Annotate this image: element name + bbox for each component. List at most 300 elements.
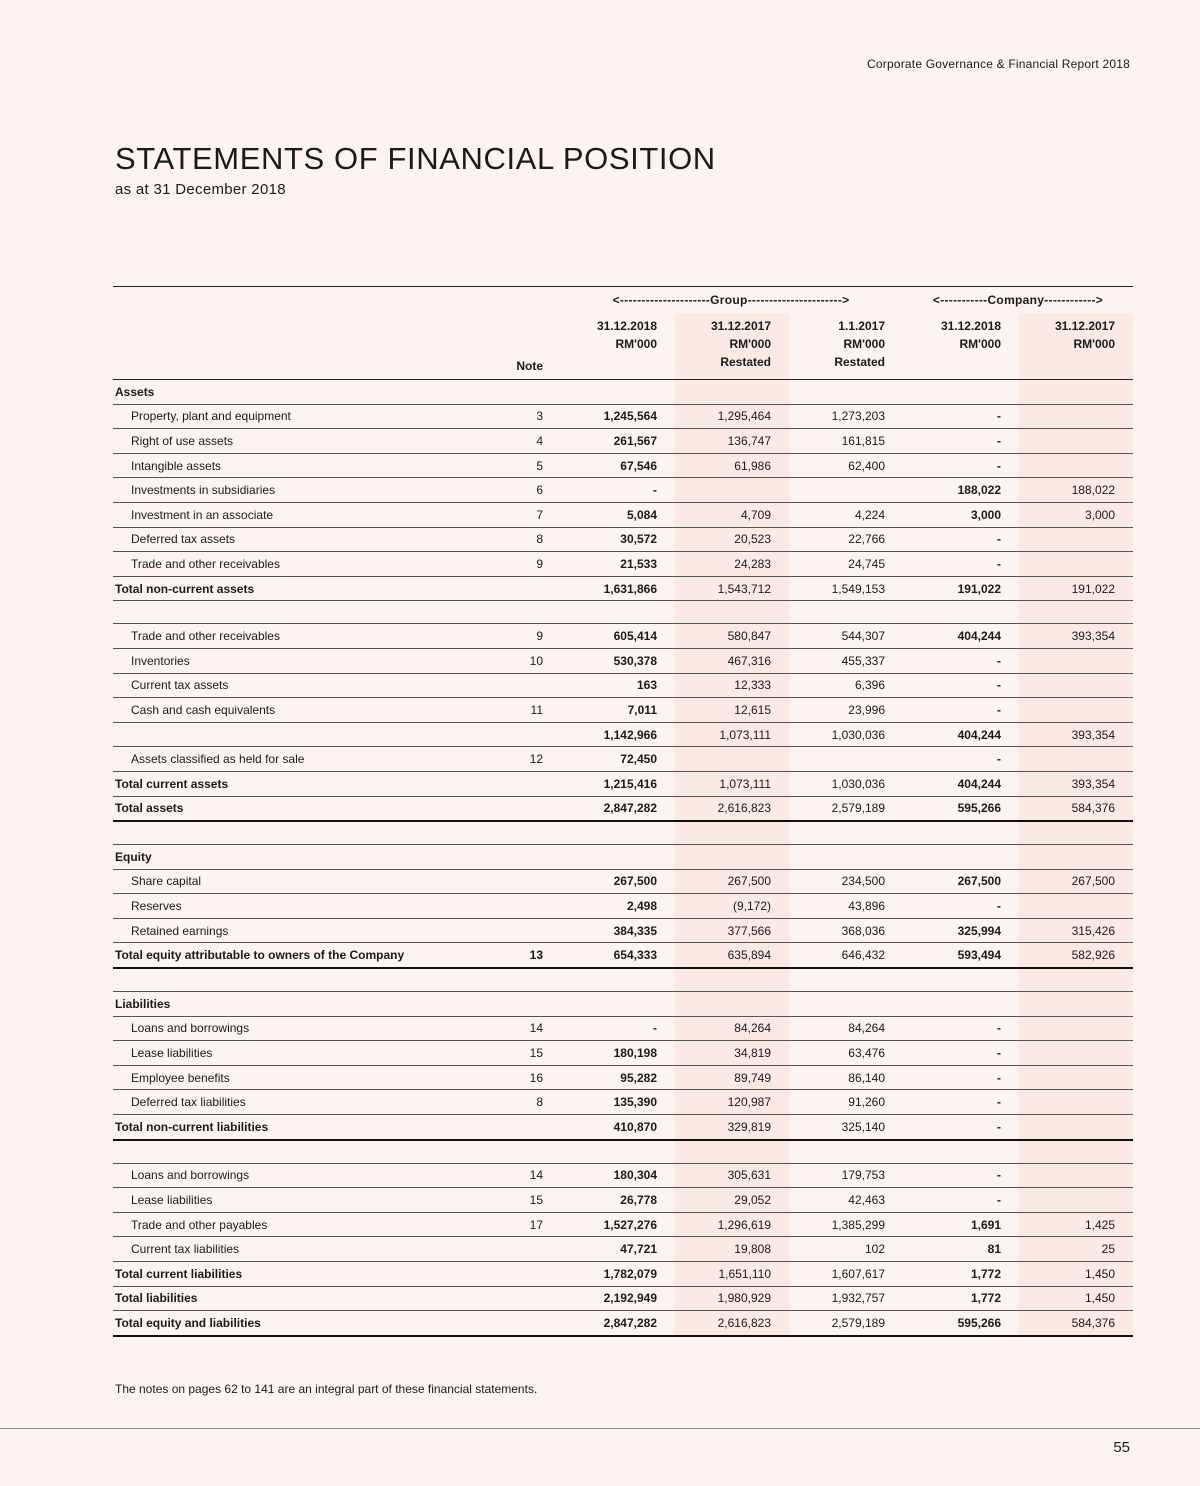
- row-label: Cash and cash equivalents: [131, 702, 276, 717]
- cell-value: 21,533: [620, 556, 657, 571]
- cell-value: 455,337: [841, 653, 885, 668]
- blank-row: [113, 1140, 1133, 1164]
- row-note: [513, 894, 559, 919]
- cell-value: 2,616,823: [675, 796, 789, 821]
- cell-value: 5,084: [626, 507, 657, 522]
- cell-value: [1019, 429, 1133, 454]
- blank-row: [113, 601, 1133, 624]
- page-title: STATEMENTS OF FINANCIAL POSITION: [115, 141, 716, 176]
- cell-value: 1,607,617: [831, 1266, 885, 1281]
- row-note: 7: [536, 507, 543, 522]
- column-date: 31.12.2018: [596, 319, 657, 333]
- cell-value: 163: [636, 678, 657, 693]
- table-row: [113, 869, 1133, 894]
- cell-value: 1,651,110: [675, 1262, 789, 1287]
- table-row: [113, 1311, 1133, 1336]
- cell-value: -: [653, 1021, 657, 1036]
- row-note: 9: [536, 556, 543, 571]
- cell-value: 191,022: [957, 581, 1001, 596]
- table-row: [113, 429, 1133, 454]
- cell-value: -: [997, 1119, 1001, 1134]
- cell-value: 267,500: [675, 869, 789, 894]
- cell-value: 91,260: [848, 1095, 885, 1110]
- cell-value: 63,476: [848, 1046, 885, 1061]
- cell-value: 1,450: [1019, 1286, 1133, 1311]
- cell-value: [1019, 1041, 1133, 1066]
- row-label: Lease liabilities: [131, 1193, 213, 1208]
- cell-value: [789, 1140, 903, 1164]
- cell-value: 1,245,564: [603, 409, 657, 424]
- cell-value: 188,022: [957, 483, 1001, 498]
- cell-value: 1,450: [1019, 1262, 1133, 1287]
- cell-value: 7,011: [627, 702, 657, 717]
- row-label: Retained earnings: [131, 923, 229, 938]
- cell-value: 24,745: [848, 556, 885, 571]
- cell-value: [1019, 552, 1133, 577]
- cell-value: 1,425: [1019, 1212, 1133, 1237]
- cell-value: 329,819: [675, 1115, 789, 1140]
- row-note: [513, 1140, 559, 1164]
- cell-value: 393,354: [1019, 722, 1133, 747]
- row-label: Trade and other receivables: [131, 629, 280, 644]
- row-label: [113, 722, 513, 747]
- cell-value: 25: [1019, 1237, 1133, 1262]
- cell-value: 2,498: [626, 899, 657, 914]
- cell-value: [675, 601, 789, 624]
- column-restated: Restated: [720, 355, 771, 369]
- cell-value: [1019, 1065, 1133, 1090]
- cell-value: [903, 992, 1019, 1017]
- cell-value: -: [997, 752, 1001, 767]
- cell-value: 1,295,464: [675, 404, 789, 429]
- page-subtitle: as at 31 December 2018: [115, 181, 286, 198]
- row-note: 8: [536, 532, 543, 547]
- row-note: 16: [529, 1070, 543, 1085]
- cell-value: 1,980,929: [675, 1286, 789, 1311]
- cell-value: 593,494: [957, 948, 1001, 963]
- cell-value: 24,283: [675, 552, 789, 577]
- row-label: Total assets: [115, 801, 184, 816]
- cell-value: [789, 601, 903, 624]
- cell-value: 1,631,866: [603, 581, 657, 596]
- row-label: Investments in subsidiaries: [131, 483, 276, 498]
- column-date: 31.12.2018: [940, 319, 1001, 333]
- table-row: [113, 648, 1133, 673]
- cell-value: 20,523: [675, 527, 789, 552]
- cell-value: 377,566: [675, 918, 789, 943]
- cell-value: 404,244: [957, 629, 1001, 644]
- row-label: Liabilities: [115, 996, 171, 1011]
- table-row: [113, 1163, 1133, 1188]
- note-header: Note: [516, 359, 543, 373]
- cell-value: -: [997, 532, 1001, 547]
- table-row: [113, 380, 1133, 405]
- cell-value: 267,500: [613, 874, 657, 889]
- header-blank: [113, 287, 513, 314]
- cell-value: 1,932,757: [831, 1291, 885, 1306]
- cell-value: -: [997, 433, 1001, 448]
- row-label: Lease liabilities: [131, 1046, 213, 1061]
- row-note: 6: [536, 483, 543, 498]
- row-label: Loans and borrowings: [131, 1168, 250, 1183]
- cell-value: [1019, 1090, 1133, 1115]
- cell-value: [675, 747, 789, 772]
- cell-value: 584,376: [1019, 1311, 1133, 1336]
- cell-value: 2,847,282: [603, 1315, 657, 1330]
- row-label: Total current liabilities: [115, 1266, 243, 1281]
- row-note: [513, 1237, 559, 1262]
- row-label: Current tax assets: [131, 678, 229, 693]
- row-note: 13: [529, 948, 543, 963]
- cell-value: -: [997, 409, 1001, 424]
- cell-value: [559, 968, 675, 992]
- cell-value: 368,036: [841, 923, 885, 938]
- row-note: 14: [529, 1168, 543, 1183]
- cell-value: [1019, 1016, 1133, 1041]
- cell-value: 325,994: [957, 923, 1001, 938]
- row-label: [113, 1140, 513, 1164]
- table-row: [113, 1262, 1133, 1287]
- column-date: 31.12.2017: [710, 319, 771, 333]
- cell-value: 393,354: [1019, 624, 1133, 649]
- cell-value: 12,615: [675, 698, 789, 723]
- row-note: 14: [529, 1021, 543, 1036]
- row-note: [513, 380, 559, 405]
- company-span-header: <-----------Company------------>: [903, 287, 1133, 314]
- row-label: Trade and other payables: [131, 1217, 268, 1232]
- cell-value: [789, 992, 903, 1017]
- row-label: Intangible assets: [131, 458, 222, 473]
- row-note: 8: [536, 1095, 543, 1110]
- row-label: Loans and borrowings: [131, 1021, 250, 1036]
- cell-value: [1019, 1188, 1133, 1213]
- cell-value: 29,052: [675, 1188, 789, 1213]
- cell-value: 1,073,111: [675, 722, 789, 747]
- column-group-row: [113, 287, 1133, 314]
- row-note: 15: [529, 1046, 543, 1061]
- cell-value: 234,500: [841, 874, 885, 889]
- row-note: [513, 845, 559, 870]
- row-label: Total current assets: [115, 776, 229, 791]
- cell-value: -: [997, 1193, 1001, 1208]
- row-note: [513, 601, 559, 624]
- row-label: Property, plant and equipment: [131, 409, 291, 424]
- cell-value: [789, 478, 903, 503]
- row-label: Assets classified as held for sale: [131, 752, 305, 767]
- table-row: [113, 453, 1133, 478]
- row-note: [513, 1286, 559, 1311]
- table-row: [113, 624, 1133, 649]
- table-row: [113, 918, 1133, 943]
- row-label: Equity: [115, 849, 152, 864]
- cell-value: -: [997, 1046, 1001, 1061]
- row-label: Total non-current assets: [115, 581, 255, 596]
- cell-value: 6,396: [854, 678, 885, 693]
- cell-value: 180,304: [613, 1168, 657, 1183]
- cell-value: 544,307: [841, 629, 885, 644]
- cell-value: [559, 1140, 675, 1164]
- table-row: [113, 722, 1133, 747]
- cell-value: [1019, 845, 1133, 870]
- cell-value: -: [997, 702, 1001, 717]
- column-date: 31.12.2017: [1054, 319, 1116, 333]
- cell-value: [1019, 527, 1133, 552]
- table-row: [113, 1115, 1133, 1140]
- cell-value: 22,766: [848, 532, 885, 547]
- cell-value: [675, 478, 789, 503]
- row-label: Assets: [115, 384, 155, 399]
- row-label: Trade and other receivables: [131, 556, 280, 571]
- cell-value: -: [997, 653, 1001, 668]
- cell-value: 86,140: [848, 1070, 885, 1085]
- cell-value: 530,378: [613, 653, 657, 668]
- cell-value: 582,926: [1019, 943, 1133, 968]
- table-row: [113, 796, 1133, 821]
- cell-value: 61,986: [675, 453, 789, 478]
- cell-value: 3,000: [1019, 502, 1133, 527]
- cell-value: [1019, 1140, 1133, 1164]
- cell-value: 26,778: [620, 1193, 657, 1208]
- blank-row: [113, 821, 1133, 845]
- row-label: Total non-current liabilities: [115, 1119, 269, 1134]
- row-note: 3: [536, 409, 543, 424]
- column-header: [1019, 313, 1133, 380]
- cell-value: [675, 1140, 789, 1164]
- table-row: [113, 894, 1133, 919]
- cell-value: 1,030,036: [831, 727, 885, 742]
- column-header: [675, 313, 789, 380]
- cell-value: 179,753: [841, 1168, 885, 1183]
- cell-value: 1,691: [970, 1217, 1001, 1232]
- cell-value: 1,073,111: [675, 771, 789, 796]
- row-note: 4: [536, 433, 543, 448]
- cell-value: 72,450: [620, 752, 657, 767]
- cell-value: [1019, 894, 1133, 919]
- cell-value: 1,772: [970, 1291, 1001, 1306]
- cell-value: 393,354: [1019, 771, 1133, 796]
- table-row: [113, 845, 1133, 870]
- cell-value: 12,333: [675, 673, 789, 698]
- cell-value: 1,782,079: [603, 1266, 657, 1281]
- row-note: 15: [529, 1193, 543, 1208]
- row-note: 17: [529, 1217, 543, 1232]
- column-header: [559, 313, 675, 380]
- row-label: Inventories: [131, 653, 190, 668]
- cell-value: -: [997, 1070, 1001, 1085]
- table-row: [113, 404, 1133, 429]
- row-note: [513, 771, 559, 796]
- row-note: [513, 722, 559, 747]
- column-unit: RM'000: [959, 337, 1001, 351]
- header-blank: [113, 313, 513, 380]
- cell-value: [675, 992, 789, 1017]
- cell-value: [789, 845, 903, 870]
- cell-value: 605,414: [613, 629, 657, 644]
- table-row: [113, 1065, 1133, 1090]
- row-note: [513, 1262, 559, 1287]
- table-row: [113, 1237, 1133, 1262]
- table-row: [113, 747, 1133, 772]
- table-row: [113, 771, 1133, 796]
- cell-value: 135,390: [613, 1095, 657, 1110]
- cell-value: -: [997, 458, 1001, 473]
- cell-value: [675, 968, 789, 992]
- cell-value: -: [997, 899, 1001, 914]
- table-row: [113, 576, 1133, 601]
- table-row: [113, 502, 1133, 527]
- cell-value: -: [997, 1095, 1001, 1110]
- cell-value: 315,426: [1019, 918, 1133, 943]
- table-row: [113, 698, 1133, 723]
- table-row: [113, 1090, 1133, 1115]
- cell-value: 84,264: [848, 1021, 885, 1036]
- table-row: [113, 527, 1133, 552]
- cell-value: 1,142,966: [603, 727, 657, 742]
- cell-value: 2,847,282: [603, 801, 657, 816]
- cell-value: [903, 845, 1019, 870]
- cell-value: 1,543,712: [675, 576, 789, 601]
- row-note: [513, 968, 559, 992]
- cell-value: -: [997, 678, 1001, 693]
- row-note: [513, 821, 559, 845]
- row-note: 10: [529, 653, 543, 668]
- row-note: 5: [536, 458, 543, 473]
- row-label: Employee benefits: [131, 1070, 230, 1085]
- page-number: 55: [1113, 1439, 1130, 1456]
- cell-value: 404,244: [957, 776, 1001, 791]
- row-label: Deferred tax assets: [131, 532, 236, 547]
- group-span-header: <---------------------Group---------------------->: [559, 287, 903, 314]
- cell-value: [675, 845, 789, 870]
- financial-position-table: [113, 286, 1131, 1337]
- cell-value: [903, 821, 1019, 845]
- table-row: [113, 1016, 1133, 1041]
- column-unit: RM'000: [843, 337, 885, 351]
- cell-value: [1019, 1115, 1133, 1140]
- cell-value: 23,996: [848, 702, 885, 717]
- row-label: Investment in an associate: [131, 507, 274, 522]
- row-note: [513, 1115, 559, 1140]
- cell-value: 384,335: [613, 923, 657, 938]
- cell-value: 2,579,189: [831, 801, 885, 816]
- cell-value: [1019, 992, 1133, 1017]
- cell-value: 1,296,619: [675, 1212, 789, 1237]
- row-label: Reserves: [131, 899, 182, 914]
- cell-value: 67,546: [620, 458, 657, 473]
- row-label: Total equity and liabilities: [115, 1315, 261, 1330]
- cell-value: 3,000: [970, 507, 1001, 522]
- row-label: [113, 821, 513, 845]
- row-label: Total equity attributable to owners of the Company: [115, 948, 405, 963]
- table-row: [113, 673, 1133, 698]
- bottom-rule: [0, 1428, 1200, 1429]
- cell-value: 2,616,823: [675, 1311, 789, 1336]
- cell-value: 4,709: [675, 502, 789, 527]
- cell-value: 654,333: [613, 948, 657, 963]
- table-row: [113, 1212, 1133, 1237]
- cell-value: 81: [987, 1242, 1001, 1257]
- cell-value: 89,749: [675, 1065, 789, 1090]
- table-row: [113, 1188, 1133, 1213]
- cell-value: [1019, 601, 1133, 624]
- cell-value: [1019, 673, 1133, 698]
- cell-value: [903, 380, 1019, 405]
- cell-value: 267,500: [1019, 869, 1133, 894]
- cell-value: 34,819: [675, 1041, 789, 1066]
- cell-value: 84,264: [675, 1016, 789, 1041]
- column-restated: Restated: [834, 355, 885, 369]
- cell-value: 305,631: [675, 1163, 789, 1188]
- cell-value: [675, 821, 789, 845]
- cell-value: 1,030,036: [831, 776, 885, 791]
- cell-value: 467,316: [675, 648, 789, 673]
- cell-value: [789, 380, 903, 405]
- cell-value: 62,400: [848, 458, 885, 473]
- cell-value: 595,266: [957, 1315, 1001, 1330]
- cell-value: 1,527,276: [603, 1217, 657, 1232]
- column-date: 1.1.2017: [838, 319, 885, 333]
- cell-value: -: [997, 1021, 1001, 1036]
- row-note: [513, 673, 559, 698]
- table-body: [113, 380, 1133, 1336]
- cell-value: 4,224: [854, 507, 885, 522]
- cell-value: [789, 747, 903, 772]
- cell-value: -: [997, 556, 1001, 571]
- table-row: [113, 552, 1133, 577]
- row-label: Current tax liabilities: [131, 1242, 240, 1257]
- row-label: Total liabilities: [115, 1291, 198, 1306]
- cell-value: [559, 821, 675, 845]
- cell-value: [789, 821, 903, 845]
- column-header: [903, 313, 1019, 380]
- cell-value: 188,022: [1019, 478, 1133, 503]
- cell-value: [1019, 404, 1133, 429]
- row-note: [513, 1311, 559, 1336]
- column-unit: RM'000: [729, 337, 771, 351]
- cell-value: 1,385,299: [831, 1217, 885, 1232]
- cell-value: [1019, 380, 1133, 405]
- cell-value: 2,579,189: [831, 1315, 885, 1330]
- column-unit: RM'000: [1073, 337, 1116, 351]
- cell-value: 136,747: [675, 429, 789, 454]
- table-row: [113, 943, 1133, 968]
- cell-value: 191,022: [1019, 576, 1133, 601]
- row-note: [513, 918, 559, 943]
- cell-value: 95,282: [620, 1070, 657, 1085]
- column-unit: RM'000: [615, 337, 657, 351]
- header-blank: [513, 287, 559, 314]
- cell-value: 404,244: [957, 727, 1001, 742]
- footnote: The notes on pages 62 to 141 are an integral part of these financial statements.: [115, 1382, 538, 1396]
- cell-value: -: [653, 483, 657, 498]
- cell-value: 120,987: [675, 1090, 789, 1115]
- row-note: [513, 576, 559, 601]
- cell-value: 102: [864, 1242, 885, 1257]
- cell-value: [559, 845, 675, 870]
- cell-value: 30,572: [620, 532, 657, 547]
- row-note: [513, 796, 559, 821]
- cell-value: 161,815: [841, 433, 885, 448]
- cell-value: 410,870: [613, 1119, 657, 1134]
- cell-value: 261,567: [613, 433, 657, 448]
- cell-value: 1,772: [970, 1266, 1001, 1281]
- report-name: Corporate Governance & Financial Report 2018: [867, 57, 1130, 71]
- row-label: Right of use assets: [131, 433, 234, 448]
- row-note: [513, 869, 559, 894]
- row-note: 9: [536, 629, 543, 644]
- cell-value: [1019, 747, 1133, 772]
- table-row: [113, 478, 1133, 503]
